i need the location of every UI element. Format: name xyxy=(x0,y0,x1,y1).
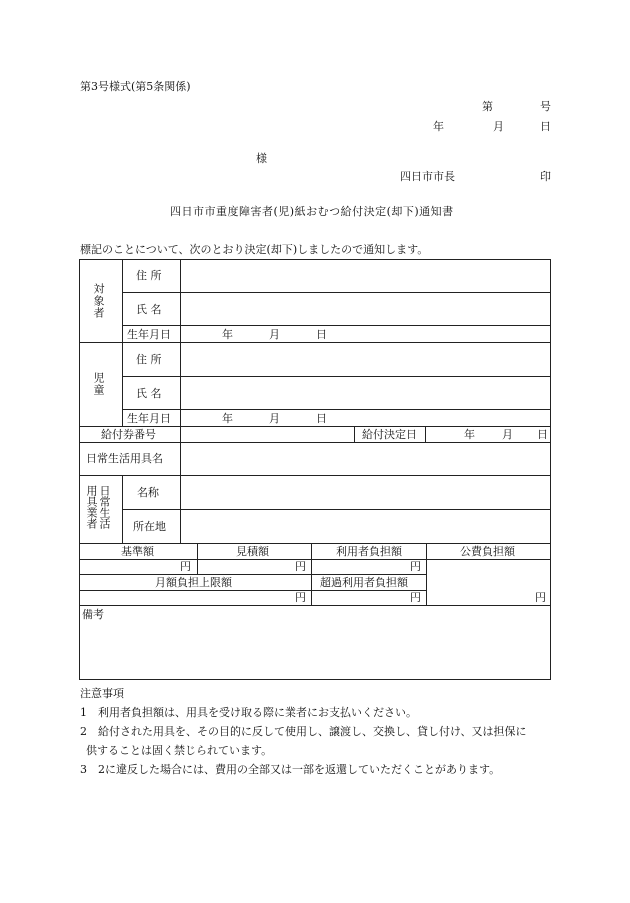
decision-day: 日 xyxy=(537,428,548,441)
issue-year-label: 年 xyxy=(433,120,444,133)
child-address-label: 住 所 xyxy=(136,353,162,366)
vendor-label-col1: 日常生活 xyxy=(98,485,111,529)
decision-date-label: 給付決定日 xyxy=(362,428,417,441)
form-number: 第3号様式(第5条関係) xyxy=(80,80,191,93)
note-item-2: 2 給付された用具を、その目的に反して使用し、譲渡し、交換し、貸し付け、又は担保に xyxy=(80,725,527,738)
child-birth-month: 月 xyxy=(269,412,280,425)
item-name-label: 日常生活用具名 xyxy=(86,452,163,465)
voucher-number-label: 給付券番号 xyxy=(101,428,156,441)
child-birth-year: 年 xyxy=(222,412,233,425)
decision-year: 年 xyxy=(464,428,475,441)
issuer-mayor: 四日市市長 xyxy=(400,170,455,183)
recipient-honorific: 様 xyxy=(256,152,267,165)
monthly-limit-label: 月額負担上限額 xyxy=(155,576,232,589)
subject-birth-day: 日 xyxy=(316,328,327,341)
user-burden-yen: 円 xyxy=(410,560,421,573)
child-label: 児童 xyxy=(92,372,105,396)
vendor-label-col2: 用具業者 xyxy=(85,485,98,529)
issue-day-label: 日 xyxy=(540,120,551,133)
monthly-limit-yen: 円 xyxy=(295,591,306,604)
seal-mark: 印 xyxy=(540,170,551,183)
note-item-2-cont: 供することは固く禁じられています。 xyxy=(86,744,273,757)
user-burden-label: 利用者負担額 xyxy=(336,545,402,558)
notice-table xyxy=(79,259,551,679)
decision-month: 月 xyxy=(502,428,513,441)
subject-name-label: 氏 名 xyxy=(136,303,162,316)
estimate-label: 見積額 xyxy=(236,545,269,558)
note-item-1: 1 利用者負担額は、用具を受け取る際に業者にお支払いください。 xyxy=(80,706,417,719)
intro-text: 標記のことについて、次のとおり決定(却下)しましたので通知します。 xyxy=(80,243,429,256)
remarks-label: 備考 xyxy=(82,608,104,621)
subject-address-label: 住 所 xyxy=(136,269,162,282)
number-prefix: 第 xyxy=(482,100,493,113)
child-birth-day: 日 xyxy=(316,412,327,425)
excess-burden-yen: 円 xyxy=(410,591,421,604)
document-title: 四日市市重度障害者(児)紙おむつ給付決定(却下)通知書 xyxy=(170,205,454,218)
public-burden-yen: 円 xyxy=(535,591,546,604)
subject-birth-year: 年 xyxy=(222,328,233,341)
vendor-name-label: 名称 xyxy=(137,486,159,499)
subject-label: 対象者 xyxy=(92,283,105,319)
vendor-label xyxy=(86,485,110,529)
note-item-3: 3 2に違反した場合には、費用の全部又は一部を返還していただくことがあります。 xyxy=(80,763,501,776)
base-amount-label: 基準額 xyxy=(121,545,154,558)
subject-birth-month: 月 xyxy=(269,328,280,341)
public-burden-label: 公費負担額 xyxy=(460,545,515,558)
base-amount-yen: 円 xyxy=(180,560,191,573)
notes-title: 注意事項 xyxy=(80,687,124,700)
child-name-label: 氏 名 xyxy=(136,387,162,400)
vendor-location-label: 所在地 xyxy=(133,520,166,533)
estimate-yen: 円 xyxy=(295,560,306,573)
child-birthdate-label: 生年月日 xyxy=(127,412,171,425)
issue-month-label: 月 xyxy=(493,120,504,133)
excess-burden-label: 超過利用者負担額 xyxy=(320,576,408,589)
subject-birthdate-label: 生年月日 xyxy=(127,328,171,341)
number-suffix: 号 xyxy=(540,100,551,113)
